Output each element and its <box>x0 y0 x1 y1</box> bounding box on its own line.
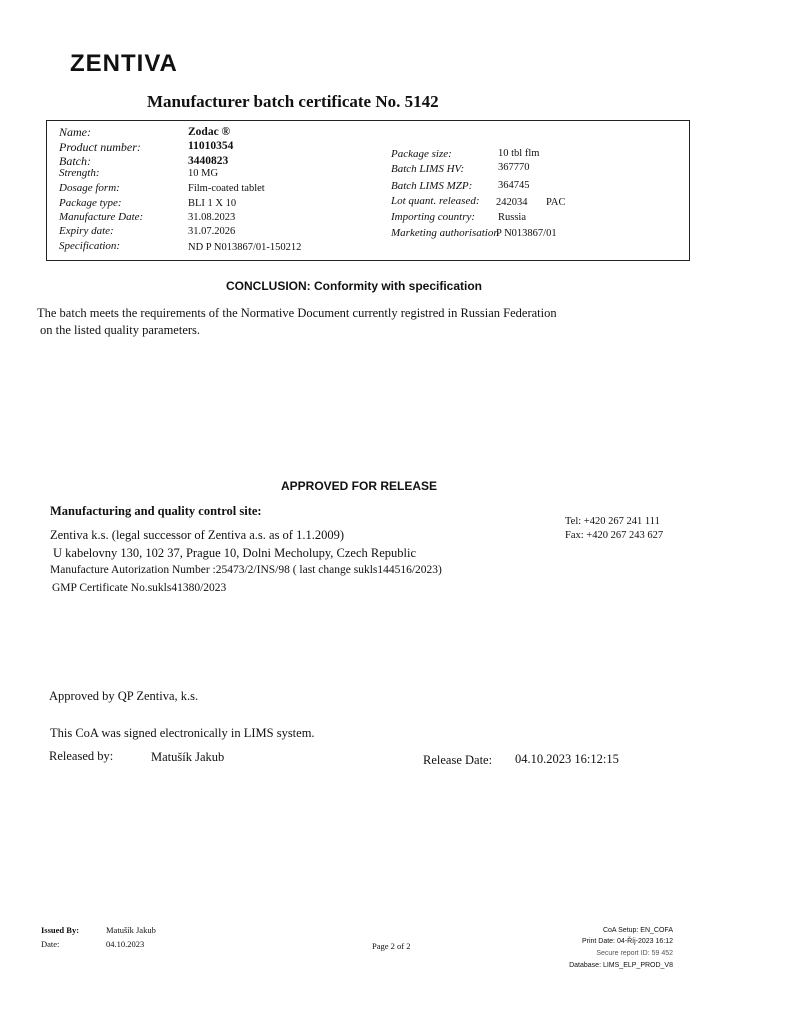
batch-info-box <box>46 120 690 261</box>
marketing-authorisation-label: Marketing authorisation <box>391 227 499 239</box>
importing-country-label: Importing country: <box>391 211 476 223</box>
manufacture-date-label: Manufacture Date: <box>59 211 144 223</box>
dosage-form-label: Dosage form: <box>59 182 120 194</box>
footer-report-id: Secure report ID: 59 452 <box>596 950 673 957</box>
approved-by-text: Approved by QP Zentiva, k.s. <box>49 689 199 703</box>
package-type-value: BLI 1 X 10 <box>188 198 237 209</box>
package-size-value: 10 tbl flm <box>498 148 540 159</box>
importing-country-value: Russia <box>498 212 527 223</box>
conclusion-heading: CONCLUSION: Conformity with specification <box>226 279 483 293</box>
site-line-authorization: Manufacture Autorization Number :25473/2/INS/98 ( last change sukls144516/2023) <box>50 564 442 576</box>
approved-heading: APPROVED FOR RELEASE <box>281 479 438 493</box>
footer-database: Database: LIMS_ELP_PROD_V8 <box>569 962 673 969</box>
company-logo: ZENTIVA <box>70 50 178 77</box>
lot-quantity-label: Lot quant. released: <box>391 195 480 207</box>
specification-value: ND P N013867/01-150212 <box>188 242 302 253</box>
marketing-authorisation-value: P N013867/01 <box>496 228 557 239</box>
footer-print-date: Print Date: 04-Říj-2023 16:12 <box>581 938 673 945</box>
site-fax: Fax: +420 267 243 627 <box>565 530 664 541</box>
release-date-label: Release Date: <box>423 753 493 767</box>
strength-value: 10 MG <box>188 168 219 179</box>
expiry-date-value: 31.07.2026 <box>188 226 236 237</box>
site-line-address: U kabelovny 130, 102 37, Prague 10, Dolni Mecholupy, Czech Republic <box>53 546 417 560</box>
lot-quantity-value: 242034 <box>496 197 528 208</box>
name-label: Name: <box>59 125 91 139</box>
site-telephone: Tel: +420 267 241 111 <box>565 516 660 527</box>
dosage-form-value: Film-coated tablet <box>188 183 265 194</box>
site-line-company: Zentiva k.s. (legal successor of Zentiva a.s. as of 1.1.2009) <box>50 528 345 542</box>
batch-label: Batch: <box>59 154 91 168</box>
footer-coa-setup: CoA Setup: EN_COFA <box>602 927 673 934</box>
batch-lims-hv-value: 367770 <box>498 162 530 173</box>
name-value: Zodac ® <box>188 126 231 138</box>
batch-lims-mzp-label: Batch LIMS MZP: <box>391 180 473 192</box>
site-header: Manufacturing and quality control site: <box>50 504 262 518</box>
package-type-label: Package type: <box>59 197 122 209</box>
release-date-value: 04.10.2023 16:12:15 <box>515 752 619 766</box>
released-by-value: Matušík Jakub <box>151 750 225 764</box>
manufacture-date-value: 31.08.2023 <box>188 212 236 223</box>
lot-quantity-unit: PAC <box>546 197 566 208</box>
footer-page-number: Page 2 of 2 <box>372 941 411 951</box>
footer-issued-by-value: Matušík Jakub <box>106 925 156 935</box>
site-line-gmp: GMP Certificate No.sukls41380/2023 <box>52 582 227 594</box>
specification-label: Specification: <box>59 240 121 252</box>
footer-issued-by-label: Issued By: <box>41 925 80 935</box>
footer-date-label: Date: <box>41 939 60 949</box>
certificate-title: Manufacturer batch certificate No. 5142 <box>147 92 439 111</box>
product-number-label: Product number: <box>59 140 141 154</box>
batch-value: 3440823 <box>188 155 229 167</box>
signed-electronically-text: This CoA was signed electronically in LIMS system. <box>50 726 315 740</box>
batch-lims-mzp-value: 364745 <box>498 180 530 191</box>
expiry-date-label: Expiry date: <box>59 225 114 237</box>
statement-line-1: The batch meets the requirements of the Normative Document currently registred in Russian Federation <box>37 306 557 320</box>
released-by-label: Released by: <box>49 749 114 763</box>
package-size-label: Package size: <box>391 148 452 160</box>
product-number-value: 11010354 <box>188 140 234 152</box>
footer-date-value: 04.10.2023 <box>106 939 145 949</box>
batch-lims-hv-label: Batch LIMS HV: <box>391 163 465 175</box>
strength-label: Strength: <box>59 167 100 179</box>
statement-line-2: on the listed quality parameters. <box>40 323 201 337</box>
